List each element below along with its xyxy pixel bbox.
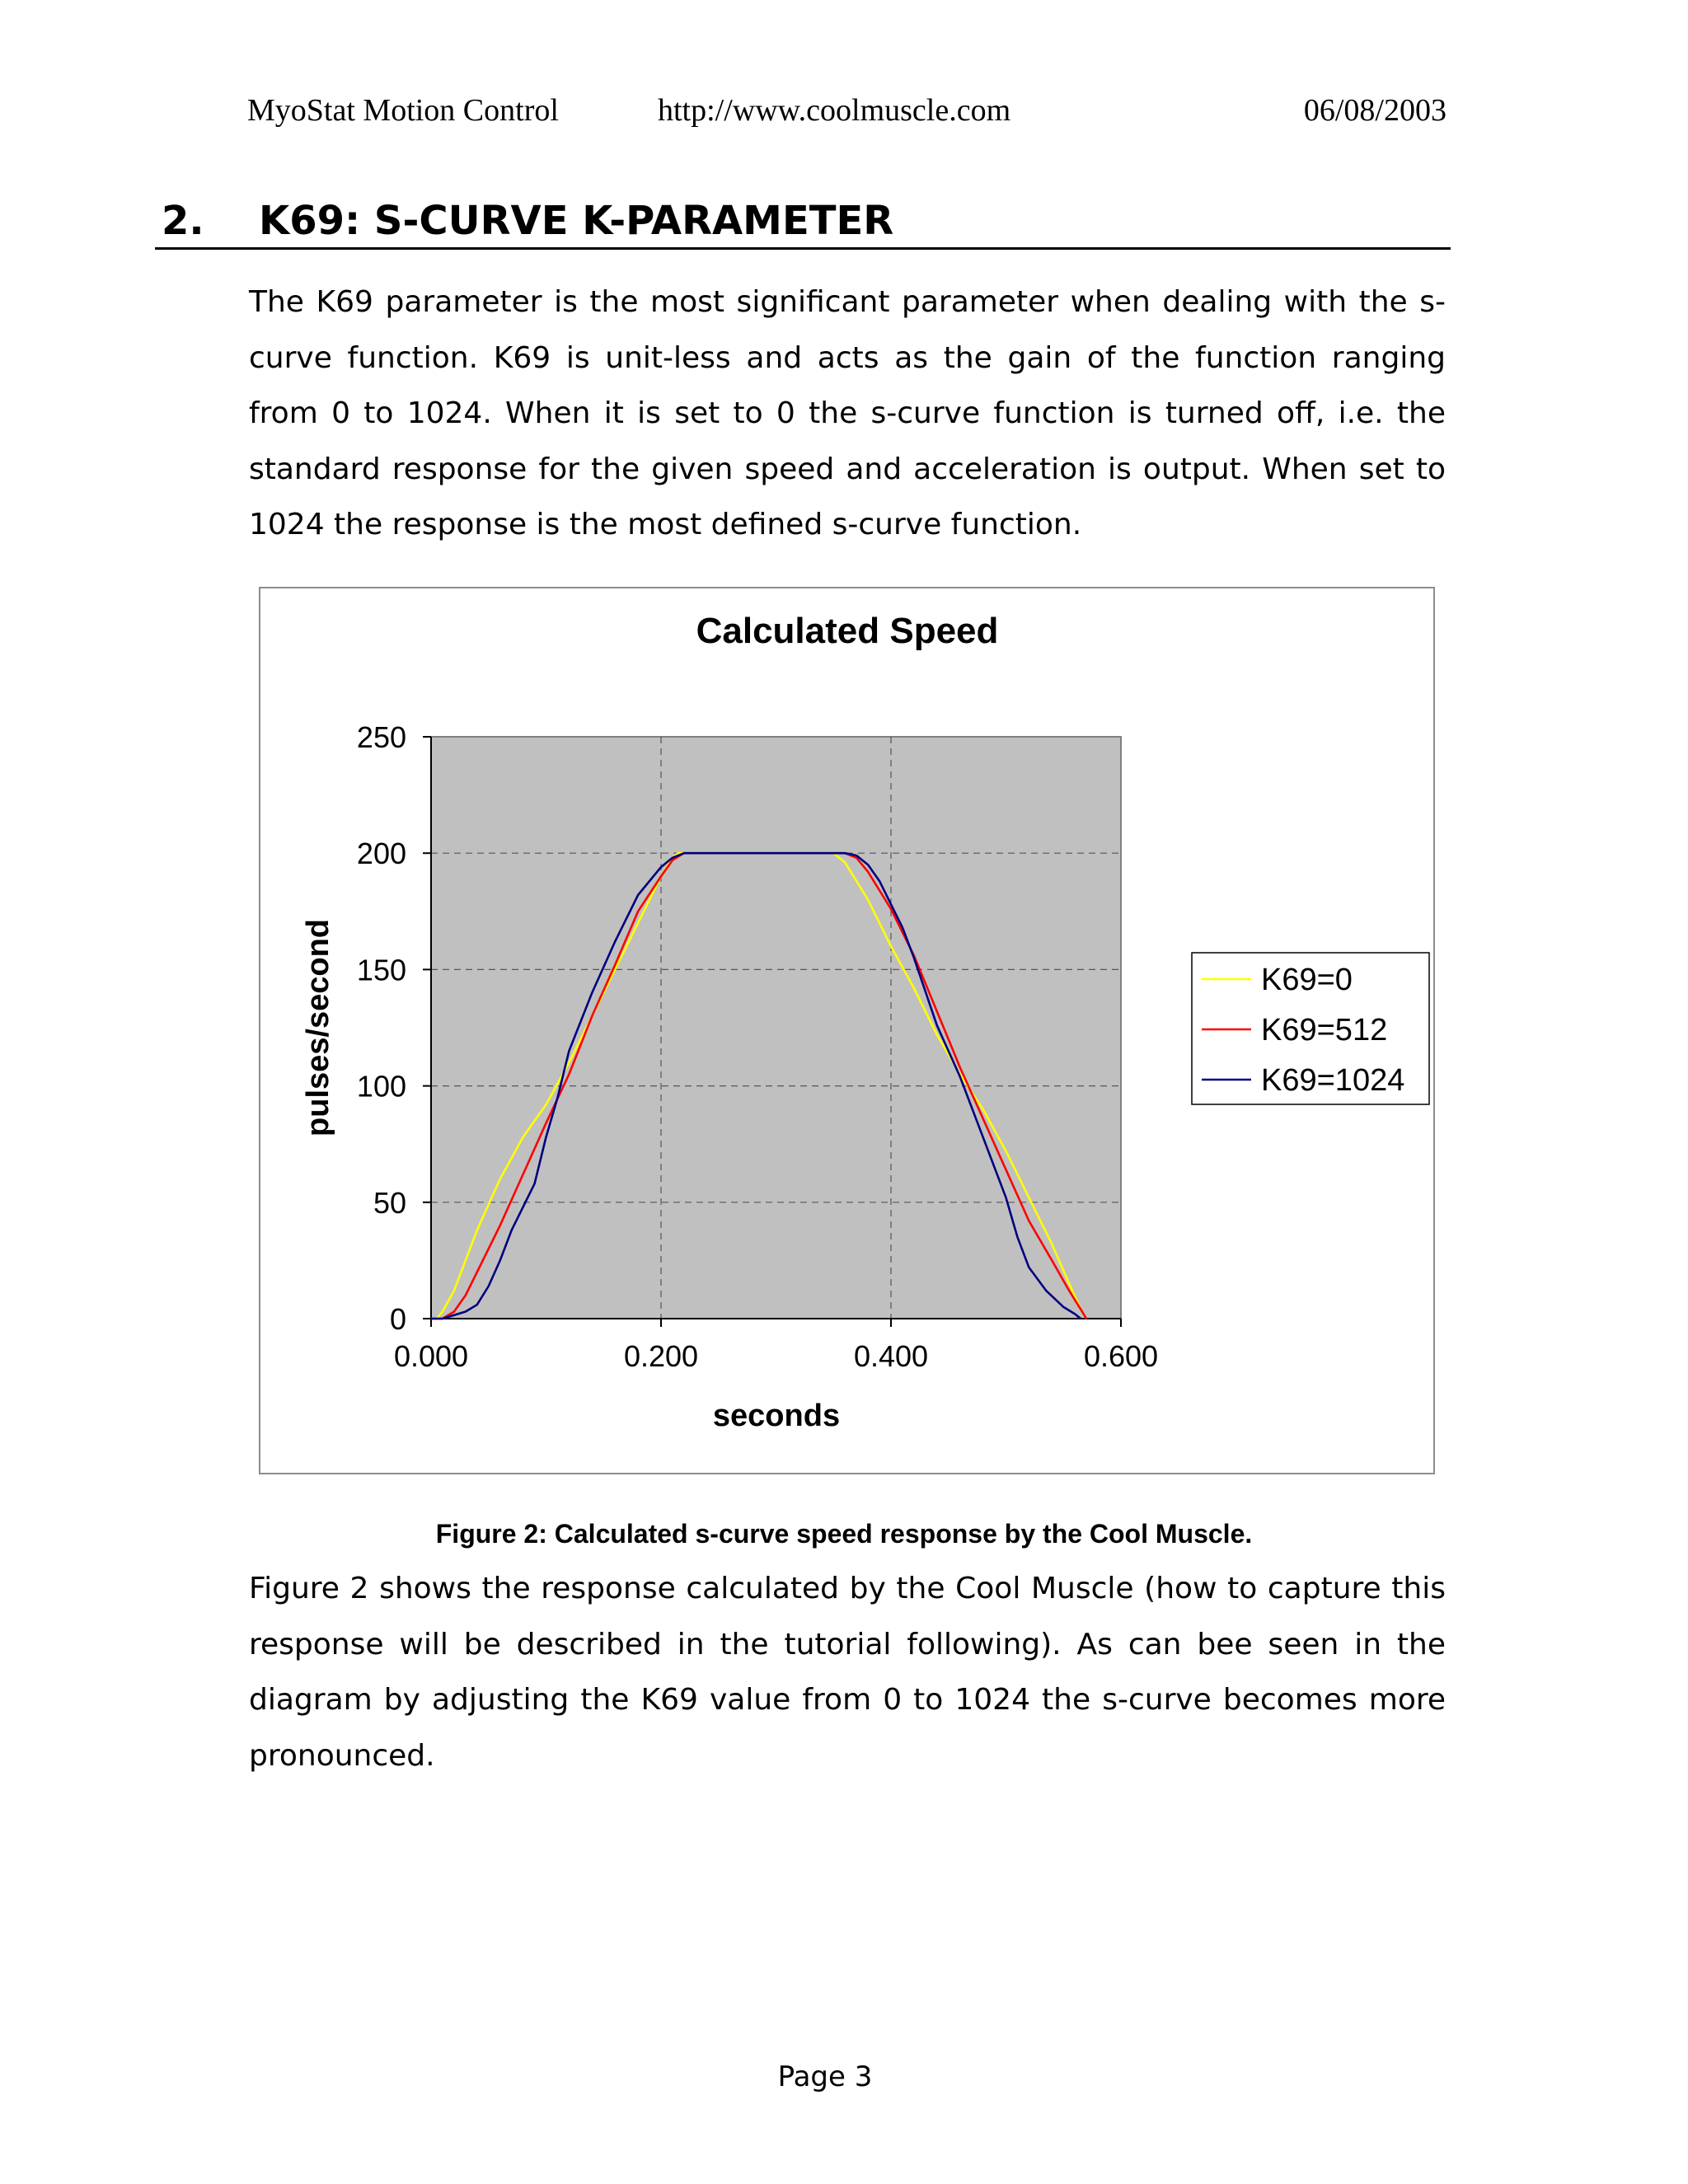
section-heading xyxy=(155,198,1451,250)
x-tick-label: 0.000 xyxy=(393,1339,469,1373)
figure-caption: Figure 2: Calculated s-curve speed response by the Cool Muscle. xyxy=(435,1519,1253,1549)
header-company: MyoStat Motion Control xyxy=(247,93,559,128)
x-axis-label: seconds xyxy=(712,1399,841,1433)
speed-chart xyxy=(260,588,1433,1473)
x-tick-label: 0.400 xyxy=(853,1339,929,1373)
legend-label-1: K69=512 xyxy=(1261,1013,1388,1047)
y-tick-label: 50 xyxy=(373,1185,406,1220)
page-header xyxy=(247,92,1447,138)
plot-area xyxy=(431,737,1121,1319)
legend-label-0: K69=0 xyxy=(1261,963,1353,997)
y-tick-label: 150 xyxy=(356,953,406,987)
y-tick-label: 0 xyxy=(389,1302,406,1336)
header-date: 06/08/2003 xyxy=(1303,93,1447,128)
header-url: http://www.coolmuscle.com xyxy=(658,93,1011,128)
intro-paragraph: The K69 parameter is the most significant parameter when dealing with the s-curve function. K69 is unit-less and acts as the gain of the function ranging from 0 to 1024. When it is set to 0 the s-curve function is turned off, i.e. the standard response for the given speed and acceleration is output. When set to 1024 the response is the most defined s-curve function. xyxy=(249,285,1446,541)
y-tick-label: 100 xyxy=(356,1069,406,1104)
section-title: K69: S-CURVE K-PARAMETER xyxy=(259,198,894,244)
x-tick-label: 0.200 xyxy=(623,1339,699,1373)
chart-title: Calculated Speed xyxy=(696,611,999,651)
x-tick-label: 0.600 xyxy=(1083,1339,1159,1373)
page-number: Page 3 xyxy=(777,2060,873,2093)
y-tick-label: 200 xyxy=(356,837,406,871)
y-axis-label: pulses/second xyxy=(301,919,335,1137)
legend-label-2: K69=1024 xyxy=(1261,1063,1405,1098)
figure-chart xyxy=(259,587,1435,1474)
section-number: 2. xyxy=(162,198,204,244)
y-tick-label: 250 xyxy=(356,720,406,754)
discussion-paragraph: Figure 2 shows the response calculated by the Cool Muscle (how to capture this response will be described in the tutorial following). As can bee seen in the diagram by adjusting the K69 value from 0 to 1024 the s-curve becomes more pronounced. xyxy=(249,1572,1446,1773)
